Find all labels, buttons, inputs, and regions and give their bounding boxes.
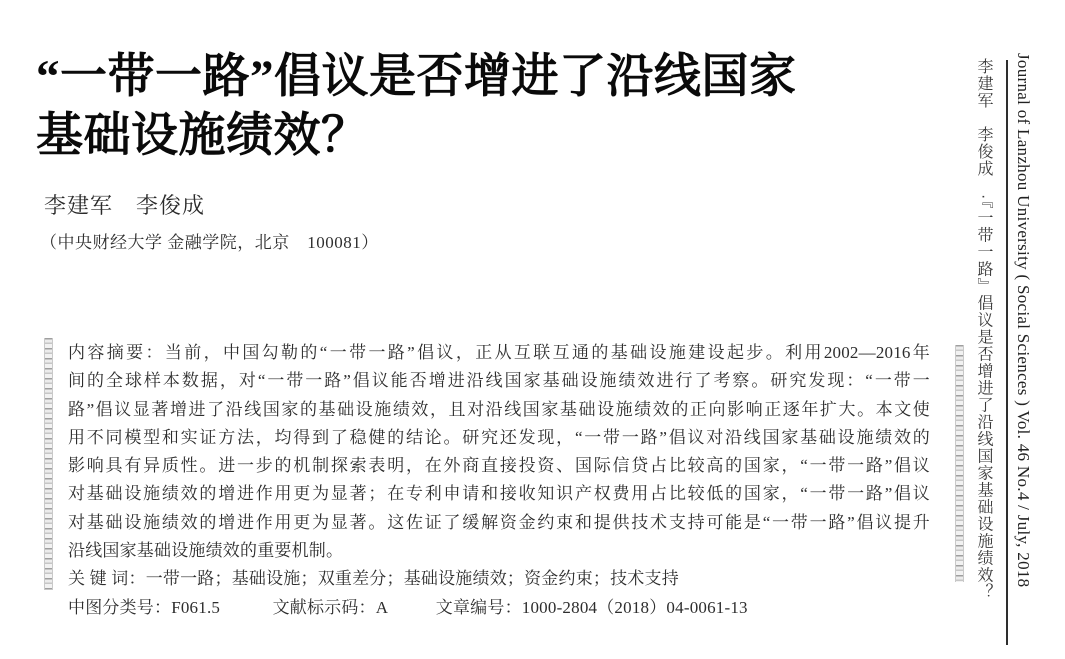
- title-line-2: 基础设施绩效？: [36, 110, 369, 162]
- abstract-line: 间的全球样本数据，对“一带一路”倡议能否增进沿线国家基础设施绩效进行了考察。研究发现：“一带一: [68, 371, 930, 391]
- document-code: 文献标示码：A: [272, 597, 388, 617]
- abstract-line: 路”倡议显著增进了沿线国家的基础设施绩效，且对沿线国家基础设施绩效的正向影响正逐年扩大。本文使: [68, 399, 930, 419]
- abstract-line: 影响具有异质性。进一步的机制探索表明，在外商直接投资、国际信贷占比较高的国家，“一带一路”倡议: [68, 456, 930, 476]
- abstract-line: 内容摘要：当前，中国勾勒的“一带一路”倡议，正从互联互通的基础设施建设起步。利用2002—2016年: [68, 343, 930, 362]
- authors: 李建军 李俊成: [44, 193, 206, 218]
- right-ornament-border: [955, 345, 964, 582]
- meta-line: [68, 594, 930, 622]
- affiliation: （中央财经大学 金融学院，北京 100081）: [40, 233, 379, 252]
- title-line-1: “一带一路”倡议是否增进了沿线国家: [36, 51, 797, 103]
- keywords-line: 关 键 词：一带一路；基础设施；双重差分；基础设施绩效；资金约束；技术支持: [68, 569, 679, 589]
- abstract-line: 对基础设施绩效的增进作用更为显著。这佐证了缓解资金约束和提供技术支持可能是“一带一路”倡议提升: [68, 512, 930, 532]
- journal-name-vertical: Journal of Lanzhou University ( Social Sciences ) Vol. 46 No.4 / July, 2018: [1014, 53, 1033, 588]
- page-title: [36, 48, 916, 166]
- abstract-line: 沿线国家基础设施绩效的重要机制。: [68, 541, 344, 561]
- abstract-line: 用不同模型和实证方法，均得到了稳健的结论。研究还发现，“一带一路”倡议对沿线国家基础设施绩效的: [68, 427, 930, 447]
- abstract-block: [68, 339, 930, 622]
- article-number: 文章编号：1000-2804（2018）04-0061-13: [435, 597, 748, 617]
- sidebar-divider: [1006, 60, 1008, 645]
- abstract-line: 对基础设施绩效的增进作用更为显著；在专利申请和接收知识产权费用占比较低的国家，“一带一路”倡议: [68, 484, 930, 504]
- running-title-vertical: 李建军 李俊成 ·『一带一路』倡议是否增进了沿线国家基础设施绩效？: [975, 58, 992, 601]
- clc-number: 中图分类号：F061.5: [68, 597, 221, 617]
- left-ornament-border: [44, 338, 53, 590]
